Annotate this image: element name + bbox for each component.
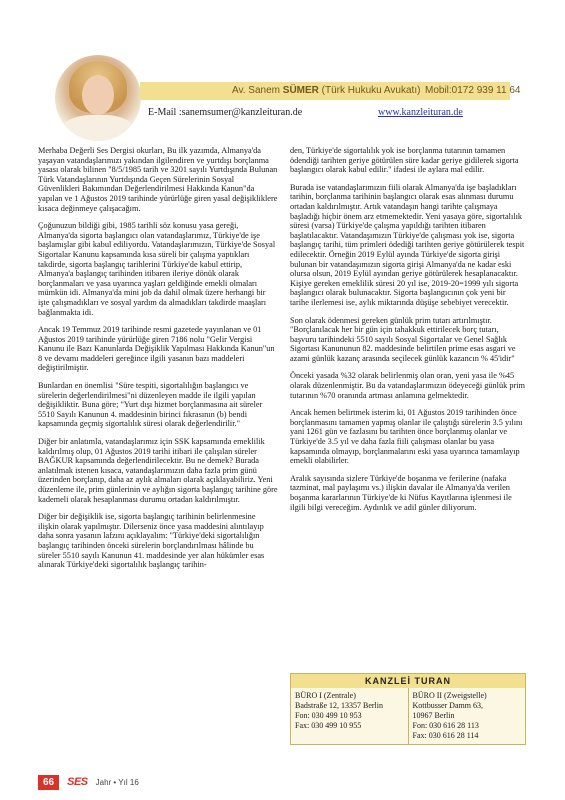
- name-title: (Türk Hukuku Avukatı): [318, 85, 421, 96]
- paragraph: Aralık sayısında sizlere Türkiye'de boşanma ve ferilerine (nafaka tazminat, mal paylaşımı vs.) ilişkin davalar ile Almanya'da verilen boşanma kararlarının Türkiye'de ki Nüfus Kayıtlarına işlenmesi ile ilgili bilgi vereceğim. Aydınlık ve adil günler diliyorum.: [290, 473, 512, 512]
- page-number: 66: [38, 775, 59, 790]
- email-address[interactable]: E-Mail :sanemsumer@kanzleituran.de: [148, 107, 303, 118]
- mobile-number: Mobil:0172 939 11 64: [425, 85, 521, 96]
- article-column-right: [290, 146, 526, 520]
- author-name: [232, 85, 420, 96]
- buro-1-name: BÜRO I (Zentrale): [295, 691, 356, 700]
- author-photo: [55, 55, 141, 141]
- buro-2: [408, 688, 526, 744]
- name-prefix: Av. Sanem: [232, 85, 283, 96]
- name-surname: SÜMER: [282, 85, 319, 96]
- paragraph: Çoğunuzun bildiği gibi, 1985 tarihli söz konusu yasa gereği, Almanya'da sigorta başlangıcı olan vatandaşlarımız, Türkiye'de işe başlamışlar gibi kabul ediliyordu. Vatandaşlarımızın, Türkiye'de Sosyal Sigortalar Kanunu kapsamında kısa süreli bir çalışma yaptıkları takdirde, sigorta başlangıç tarihlerini Türkiye'de kabul ettirip, Almanya'a başlangıç tarihinden itibaren ileriye dönük olarak borçlanmaları ve yasa uyarınca yaşları geldiğinde emekli olmaları mümkün idi. Almanya'da mini job da dahil olmak üzere herhangi bir işte çalışmadıkları ve sosyal yardım da almadıkları takdirde maaşları bağlanmakta idi.: [38, 221, 276, 317]
- paragraph: Ancak 19 Temmuz 2019 tarihinde resmi gazetede yayınlanan ve 01 Ağustos 2019 tarihinde yürürlüğe giren 7186 nolu "Gelir Vergisi Kanunu ile Bazı Kanunlarda Değişiklik Yapılması Hakkında Kanun"un 8 ve devamı maddeleri gereğince ilgili yasanın bazı maddeleri değiştirilmiştir.: [38, 325, 275, 373]
- buro-1-phone: Fon: 030 499 10 953: [295, 711, 362, 720]
- paragraph: Diğer bir değişiklik ise, sigorta başlangıç tarihinin belirlenmesine ilişkin olarak yapılmıştır. Dilerseniz önce yasa maddesini alıntılayıp daha sonra yasanın lafzını açıklayalım: "Türkiye'deki sigortalılığın başlangıç tarihinden önceki sürelerin borçlandırılması hâlinde bu süreler 5510 sayılı Kanunun 41. maddesinde yer alan hükümler esas alınarak Türkiye'deki sigortalılık başlangıç tarihin-: [38, 512, 265, 570]
- buro-2-city: 10967 Berlin: [412, 711, 455, 720]
- issue-label: Jahr • Yıl 16: [95, 777, 139, 787]
- photo-body: [61, 115, 135, 141]
- buro-2-name: BÜRO II (Zweigstelle): [412, 691, 487, 700]
- paragraph: Burada ise vatandaşlarımızın fiili olarak Almanya'da işe başladıkları tarihin, borçlanma tarihinin başlangıcı olarak esas alınması durumu ortadan kaldırılmıştır. Artık vatandaşın hangi tarihte çalışmaya başladığı hiçbir önem arz etmemektedir. Yeni yasaya göre, sigortalılık süresi (varsa) Türkiye'de çalışma yapıldığı tarihten itibaren başlatılacaktır. Vatandaşımızın Türkiye'de çalışması yok ise, sigorta başlangıç tarihi, tüm primleri ödediği tarihten geriye götürülerek tespit edilecektir. Örneğin 2019 Eylül ayında Türkiye'de sigorta girişi bulunan bir vatandaşımızın sigorta girişi Almanya'da ne kadar eski olursa olsun, 2019 Eylül ayından geriye götürülerek hesaplanacaktır. Kişiye gereken emeklilik süresi 20 yıl ise, 2019-20=1999 yılı sigorta başlangıcı olarak bulunacaktır. Sigorta başlangıcının çok yeni bir tarihe ilerlemesi ise, aylık miktarında düşüşe sebebiyet verecektir.: [290, 182, 525, 307]
- kanzlei-title: KANZLEİ TURAN: [291, 674, 525, 688]
- website-link[interactable]: www.kanzleituran.de: [378, 107, 463, 118]
- page-footer: [38, 774, 139, 790]
- paragraph: den, Türkiye'de sigortalılık yok ise borçlanma tutarının tamamen ödendiği tarihten geriye götürülen süre kadar geriye gidilerek sigorta başlangıcı olarak kabul edilir." ifadesi ile aylara mal edilir.: [290, 146, 519, 175]
- paragraph: Bunlardan en önemlisi "Süre tespiti, sigortalılığın başlangıcı ve sürelerin değerlendirilmesi"ni düzenleyen madde ile ilgili yapılan değişikliktir. Buna göre; "Yurt dışı hizmet borçlanmasına ait süreler 5510 Sayılı Kanunun 4. maddesinin birinci fıkrasının (b) bendi kapsamında geçmiş sigortalılık süresi olarak değerlendirilir.": [38, 381, 263, 429]
- paragraph: Ancak hemen belirtmek isterim ki, 01 Ağustos 2019 tarihinden önce borçlanmasını tamamen yapmış olanlar ile çalıştığı sürelerin 3.5 yılını yani 1261 gün ve fazlasını bu tarihten önce borçlanmış olanlar ve Türkiye'de 3.5 yıl ve daha fazla fiili çalışması olanlar bu yasa kapsamında olmayıp, borçlanmalarını eski yasa uyarınca tamamlayıp emekli olabilirler.: [290, 408, 523, 466]
- buro-2-fax: Fax: 030 616 28 114: [412, 731, 479, 740]
- paragraph: Önceki yasada %32 olarak belirlenmiş olan oran, yeni yasa ile %45 olarak düzenlenmiştir. Bu da vatandaşlarımızın ödeyeceği günlük prim tutarının %70 oranında artması anlamına gelmektedir.: [290, 371, 526, 400]
- buro-2-street: Kottbusser Damm 63,: [412, 701, 483, 710]
- article-column-left: [38, 146, 278, 578]
- paragraph: Merhaba Değerli Ses Dergisi okurları, Bu ilk yazımda, Almanya'da yaşayan vatandaşlarımızı yakından ilgilendiren ve yurtdışı borçlanma yasası olarak bilinen "8/5/1985 tarih ve 3201 sayılı Yurtdışında Bulunan Türk Vatandaşlarının Yurtdışında Geçen Sürelerinin Sosyal Güvenlikleri Bakımından Değerlendirilmesi Hakkında Kanun"da yapılan ve 1 Ağustos 2019 tarihinde yürürlüğe giren yasal değişikliklere kısaca değinmeye çalışacağım.: [38, 146, 278, 213]
- magazine-logo: SES: [67, 776, 88, 788]
- photo-face: [82, 75, 114, 115]
- buro-2-phone: Fon: 030 616 28 113: [412, 721, 479, 730]
- paragraph: Son olarak ödenmesi gereken günlük prim tutarı artırılmıştır. "Borçlanılacak her bir gün için tahakkuk ettirilecek borç tutarı, başvuru tarihindeki 5510 sayılı Sosyal Sigortalar ve Genel Sağlık Sigortası Kanununun 82. maddesinde belirtilen prime esas asgari ve azami günlük kazanç arasında seçilecek günlük kazancın % 45'idir": [290, 315, 516, 363]
- paragraph: Diğer bir anlatımla, vatandaşlarımız için SSK kapsamında emeklilik kaldırılmış olup, 01 Ağustos 2019 tarihi itibari ile çalışılan süreler BAĞKUR kapsamında değerlendirilecektir. Bu ne demek? Burada anlatılmak istenen kısaca, vatandaşlarımızın daha fazla prim günü üzerinden borçlanıp, daha az aylık almaları olarak açıklayabiliriz. Yeni düzenleme ile, prim günlerinin ve aylığın sigorta başlangıç tarihine göre kademeli olarak hesaplanması durumu ortadan kaldırılmıştır.: [38, 437, 278, 504]
- buro-1: [291, 688, 408, 744]
- buro-1-fax: Fax: 030 499 10 955: [295, 721, 362, 730]
- kanzlei-contact-box: [290, 673, 526, 745]
- buro-1-street: Badstraße 12, 13357 Berlin: [295, 701, 383, 710]
